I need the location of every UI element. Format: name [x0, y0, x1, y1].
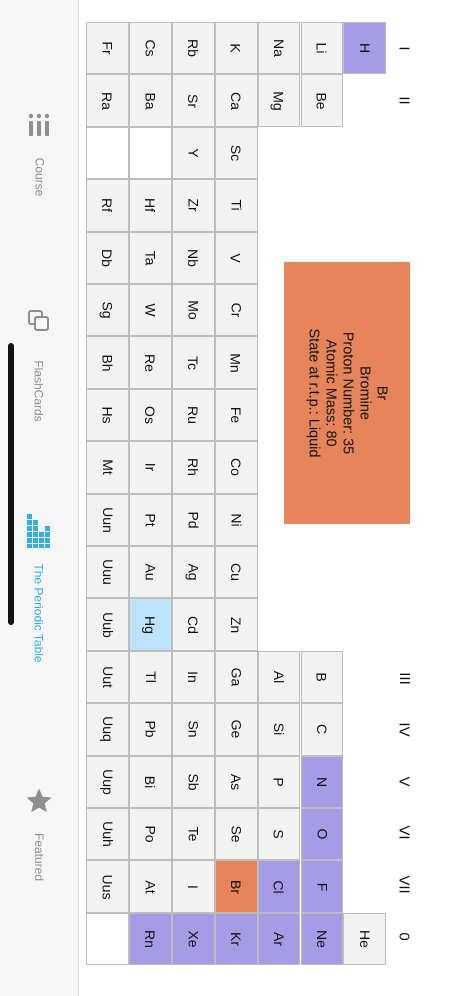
element-symbol: Cd [185, 615, 202, 634]
element-cell-rn[interactable] [129, 913, 172, 965]
tab-course[interactable] [0, 110, 78, 197]
element-symbol: Xe [185, 930, 202, 948]
empty-cell [86, 127, 129, 179]
element-symbol: Cr [228, 302, 245, 318]
element-cell-uuu[interactable] [86, 546, 129, 598]
element-symbol: Ti [228, 199, 245, 211]
element-cell-sg[interactable] [86, 284, 129, 336]
element-symbol: B [313, 672, 330, 682]
element-symbol: Ir [142, 463, 159, 472]
element-cell-b[interactable] [301, 651, 344, 703]
element-symbol: As [228, 773, 245, 790]
element-symbol: Bh [99, 354, 116, 372]
element-cell-tl[interactable] [129, 651, 172, 703]
element-symbol: Y [185, 148, 202, 158]
element-cell-ru[interactable] [172, 389, 215, 441]
element-symbol: P [271, 777, 288, 787]
element-symbol: W [142, 303, 159, 317]
element-cell-re[interactable] [129, 336, 172, 388]
info-symbol: Br [373, 385, 390, 401]
element-symbol: Kr [228, 931, 245, 946]
element-symbol: S [271, 829, 288, 839]
element-cell-uup[interactable] [86, 756, 129, 808]
element-cell-co[interactable] [215, 441, 258, 493]
element-cell-sr[interactable] [172, 74, 215, 126]
element-cell-he[interactable] [343, 913, 386, 965]
group-header-V: V [395, 775, 413, 787]
element-symbol: Tc [185, 355, 202, 370]
flashcards-icon [22, 306, 56, 336]
element-symbol: Cu [228, 563, 245, 582]
element-cell-cs[interactable] [129, 22, 172, 74]
element-cell-hs[interactable] [86, 389, 129, 441]
element-symbol: Uup [99, 768, 116, 795]
element-cell-sn[interactable] [172, 703, 215, 755]
element-symbol: Ra [99, 91, 116, 110]
element-symbol: At [142, 879, 159, 894]
element-symbol: I [185, 884, 202, 889]
star-icon [22, 786, 56, 816]
group-header-II: II [395, 95, 413, 105]
element-cell-rf[interactable] [86, 179, 129, 231]
element-symbol: Uuh [99, 821, 116, 848]
info-proton-number: Proton Number: 35 [339, 331, 356, 455]
element-cell-bh[interactable] [86, 336, 129, 388]
element-cell-mo[interactable] [172, 284, 215, 336]
element-cell-fr[interactable] [86, 22, 129, 74]
empty-cell [86, 913, 129, 965]
element-cell-fe[interactable] [215, 389, 258, 441]
element-cell-ag[interactable] [172, 546, 215, 598]
element-cell-pd[interactable] [172, 494, 215, 546]
element-symbol: Db [99, 248, 116, 267]
info-state: State at r.t.p.: Liquid [305, 328, 322, 458]
element-symbol: Ag [185, 563, 202, 581]
element-cell-ba[interactable] [129, 74, 172, 126]
element-cell-y[interactable] [172, 127, 215, 179]
element-cell-se[interactable] [215, 808, 258, 860]
element-cell-ni[interactable] [215, 494, 258, 546]
element-symbol: Sc [228, 144, 245, 162]
element-cell-w[interactable] [129, 284, 172, 336]
element-symbol: Rf [99, 198, 116, 213]
element-symbol: H [356, 43, 373, 54]
group-header-IV: IV [395, 721, 413, 737]
element-cell-os[interactable] [129, 389, 172, 441]
element-symbol: Po [142, 825, 159, 843]
element-cell-ca[interactable] [215, 74, 258, 126]
element-symbol: Cs [142, 39, 159, 57]
element-symbol: Pb [142, 720, 159, 738]
element-cell-v[interactable] [215, 232, 258, 284]
tab-featured-label: Featured [32, 832, 46, 882]
element-symbol: Hs [99, 406, 116, 424]
element-symbol: Sb [185, 773, 202, 791]
element-symbol: Mg [271, 90, 288, 111]
element-cell-mg[interactable] [258, 74, 301, 126]
element-cell-p[interactable] [258, 756, 301, 808]
element-symbol: Zr [185, 198, 202, 212]
element-symbol: Ca [228, 91, 245, 110]
element-cell-ti[interactable] [215, 179, 258, 231]
element-cell-be[interactable] [301, 74, 344, 126]
element-symbol: Ar [271, 931, 288, 946]
element-cell-al[interactable] [258, 651, 301, 703]
element-symbol: Si [271, 723, 288, 736]
element-symbol: Li [313, 42, 330, 54]
element-cell-rb[interactable] [172, 22, 215, 74]
element-cell-f[interactable] [301, 860, 344, 912]
element-cell-au[interactable] [129, 546, 172, 598]
element-cell-ta[interactable] [129, 232, 172, 284]
element-cell-k[interactable] [215, 22, 258, 74]
element-symbol: C [313, 724, 330, 735]
element-cell-pt[interactable] [129, 494, 172, 546]
element-info-card [284, 262, 410, 524]
element-symbol: Mn [228, 352, 245, 373]
element-cell-o[interactable] [301, 808, 344, 860]
course-icon [22, 110, 56, 140]
element-cell-ga[interactable] [215, 651, 258, 703]
element-symbol: Rn [142, 930, 159, 948]
element-symbol: Br [228, 879, 245, 894]
element-cell-ar[interactable] [258, 913, 301, 965]
element-symbol: Fr [99, 41, 116, 55]
element-cell-mn[interactable] [215, 336, 258, 388]
element-symbol: Al [271, 670, 288, 684]
empty-cell [129, 127, 172, 179]
element-symbol: V [228, 253, 245, 263]
element-symbol: O [313, 828, 330, 840]
element-symbol: F [313, 882, 330, 891]
element-symbol: Pd [185, 511, 202, 529]
element-cell-uuq[interactable] [86, 703, 129, 755]
element-cell-c[interactable] [301, 703, 344, 755]
element-symbol: K [228, 43, 245, 53]
element-cell-li[interactable] [301, 22, 344, 74]
element-symbol: Re [142, 353, 159, 372]
element-cell-h[interactable] [343, 22, 386, 74]
element-cell-uun[interactable] [86, 494, 129, 546]
element-cell-as[interactable] [215, 756, 258, 808]
element-cell-uut[interactable] [86, 651, 129, 703]
element-cell-sb[interactable] [172, 756, 215, 808]
element-cell-nb[interactable] [172, 232, 215, 284]
element-symbol: Uub [99, 611, 116, 638]
element-symbol: Uuq [99, 716, 116, 743]
home-indicator[interactable] [8, 343, 14, 625]
element-cell-po[interactable] [129, 808, 172, 860]
element-cell-si[interactable] [258, 703, 301, 755]
element-cell-uub[interactable] [86, 598, 129, 650]
element-cell-kr[interactable] [215, 913, 258, 965]
element-symbol: Rh [185, 458, 202, 477]
element-symbol: Uut [99, 666, 116, 688]
element-symbol: Ni [228, 513, 245, 527]
element-symbol: Ga [228, 667, 245, 687]
element-cell-s[interactable] [258, 808, 301, 860]
element-symbol: Tl [142, 671, 159, 683]
element-symbol: Co [228, 458, 245, 477]
periodic-table-icon [22, 516, 56, 546]
group-header-VI: VI [395, 824, 413, 840]
tab-periodic-table-label: The Periodic Table [32, 563, 47, 663]
element-cell-uuh[interactable] [86, 808, 129, 860]
element-cell-rh[interactable] [172, 441, 215, 493]
element-symbol: Cl [271, 879, 288, 894]
element-cell-hf[interactable] [129, 179, 172, 231]
group-header-0: 0 [395, 931, 413, 941]
element-symbol: Ta [142, 250, 159, 266]
group-header-VII: VII [395, 874, 413, 894]
element-symbol: Nb [185, 248, 202, 267]
element-cell-mt[interactable] [86, 441, 129, 493]
element-symbol: Te [185, 826, 202, 842]
element-symbol: N [313, 776, 330, 787]
element-symbol: Ru [185, 406, 202, 424]
element-cell-zr[interactable] [172, 179, 215, 231]
element-cell-xe[interactable] [172, 913, 215, 965]
info-name: Bromine [356, 366, 373, 420]
element-symbol: Sr [185, 93, 202, 108]
element-symbol: Na [271, 39, 288, 58]
element-symbol: In [185, 671, 202, 683]
element-cell-sc[interactable] [215, 127, 258, 179]
element-symbol: Ne [313, 930, 330, 948]
element-symbol: Mt [99, 459, 116, 476]
element-symbol: Au [142, 563, 159, 581]
element-cell-na[interactable] [258, 22, 301, 74]
element-symbol: Mo [185, 300, 202, 320]
tab-course-label: Course [32, 157, 46, 197]
element-symbol: Fe [228, 406, 245, 424]
element-symbol: Rb [185, 39, 202, 58]
element-cell-in[interactable] [172, 651, 215, 703]
element-cell-br[interactable] [215, 860, 258, 912]
element-cell-cl[interactable] [258, 860, 301, 912]
group-header-I: I [395, 45, 413, 51]
element-symbol: Hf [142, 198, 159, 213]
element-cell-tc[interactable] [172, 336, 215, 388]
element-cell-i[interactable] [172, 860, 215, 912]
element-symbol: Ge [228, 720, 245, 739]
element-cell-ra[interactable] [86, 74, 129, 126]
element-cell-cr[interactable] [215, 284, 258, 336]
element-cell-ne[interactable] [301, 913, 344, 965]
element-symbol: Uus [99, 874, 116, 900]
element-symbol: Hg [142, 615, 159, 634]
element-cell-hg[interactable] [129, 598, 172, 650]
element-symbol: Bi [142, 775, 159, 789]
element-cell-at[interactable] [129, 860, 172, 912]
element-cell-pb[interactable] [129, 703, 172, 755]
element-symbol: Pt [142, 513, 159, 527]
info-atomic-mass: Atomic Mass: 80 [322, 339, 339, 447]
element-symbol: Zn [228, 616, 245, 633]
element-cell-cd[interactable] [172, 598, 215, 650]
tab-featured[interactable] [0, 786, 78, 882]
element-cell-cu[interactable] [215, 546, 258, 598]
element-cell-uus[interactable] [86, 860, 129, 912]
element-symbol: Be [313, 92, 330, 110]
element-symbol: Sn [185, 720, 202, 738]
element-symbol: He [356, 930, 373, 948]
element-symbol: Uun [99, 506, 116, 533]
element-cell-bi[interactable] [129, 756, 172, 808]
element-symbol: Os [142, 406, 159, 424]
element-cell-zn[interactable] [215, 598, 258, 650]
element-symbol: Se [228, 825, 245, 843]
element-cell-db[interactable] [86, 232, 129, 284]
element-symbol: Sg [99, 301, 116, 319]
element-cell-ir[interactable] [129, 441, 172, 493]
element-cell-te[interactable] [172, 808, 215, 860]
element-symbol: Ba [142, 92, 159, 110]
element-cell-ge[interactable] [215, 703, 258, 755]
group-header-III: III [395, 671, 413, 685]
tab-flashcards-label: FlashCards [31, 360, 46, 422]
element-symbol: Uuu [99, 559, 116, 586]
element-cell-n[interactable] [301, 756, 344, 808]
